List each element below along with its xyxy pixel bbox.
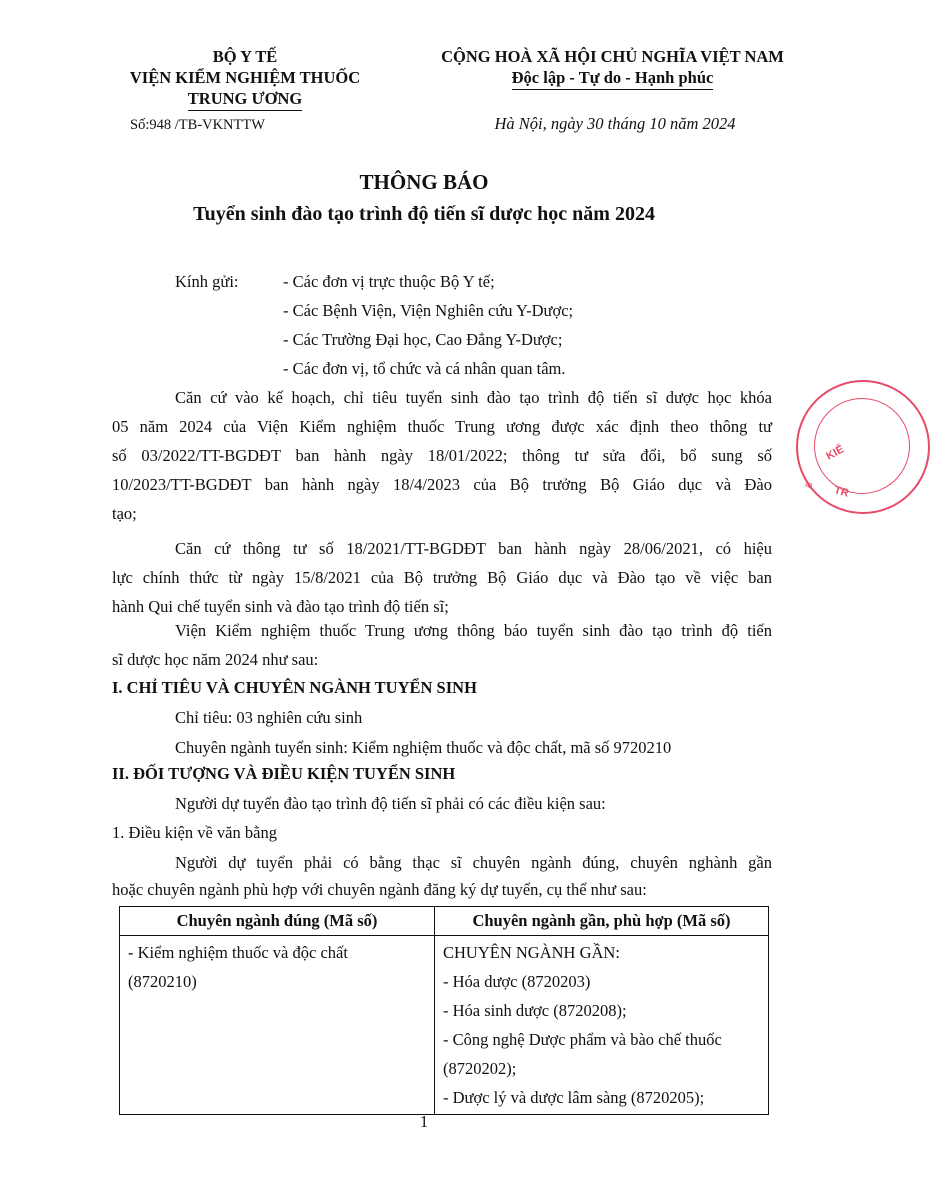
national-motto: Độc lập - Tự do - Hạnh phúc bbox=[512, 67, 714, 90]
stamp-text: TR bbox=[832, 484, 850, 500]
paragraph-line: số 03/2022/TT-BGDĐT ban hành ngày 18/01/2022; thông tư sửa đổi, bổ sung số bbox=[112, 446, 772, 465]
paragraph-line: Người dự tuyển đào tạo trình độ tiến sĩ phải có các điều kiện sau: bbox=[175, 794, 606, 813]
stamp-inner-ring bbox=[814, 398, 910, 494]
section-heading: II. ĐỐI TƯỢNG VÀ ĐIỀU KIỆN TUYỂN SINH bbox=[112, 764, 456, 783]
paragraph-line: Căn cứ thông tư số 18/2021/TT-BGDĐT ban hành ngày 28/06/2021, có hiệu bbox=[175, 539, 772, 558]
cell-line: - Hóa sinh dược (8720208); bbox=[443, 1001, 627, 1020]
official-stamp bbox=[796, 380, 930, 514]
paragraph-line: hoặc chuyên ngành phù hợp với chuyên ngành đăng ký dự tuyển, cụ thể như sau: bbox=[112, 880, 647, 899]
table-cell bbox=[120, 936, 435, 1115]
stamp-text: B bbox=[803, 479, 815, 491]
table-header-cell: Chuyên ngành đúng (Mã số) bbox=[120, 907, 435, 936]
paragraph-line: lực chính thức từ ngày 15/8/2021 của Bộ trưởng Bộ Giáo dục và Đào tạo về việc ban bbox=[112, 568, 772, 587]
quota-line: Chỉ tiêu: 03 nghiên cứu sinh bbox=[175, 708, 363, 727]
recipient-item: - Các đơn vị trực thuộc Bộ Y tế; bbox=[283, 272, 495, 291]
cell-line: - Kiểm nghiệm thuốc và độc chất bbox=[128, 943, 348, 962]
document-date: Hà Nội, ngày 30 tháng 10 năm 2024 bbox=[494, 114, 736, 133]
recipient-item: - Các Bệnh Viện, Viện Nghiên cứu Y-Dược; bbox=[283, 301, 574, 320]
cell-line: (8720202); bbox=[443, 1059, 517, 1078]
institute-name-line1: VIỆN KIỂM NGHIỆM THUỐC bbox=[129, 68, 361, 87]
cell-line: - Dược lý và dược lâm sàng (8720205); bbox=[443, 1088, 705, 1107]
cell-line: CHUYÊN NGÀNH GẦN: bbox=[443, 943, 620, 962]
paragraph-line: Căn cứ vào kế hoạch, chỉ tiêu tuyển sinh đào tạo trình độ tiến sĩ dược học khóa bbox=[175, 388, 772, 407]
issuing-organization bbox=[100, 46, 390, 111]
stamp-text: KIỂ bbox=[824, 443, 847, 463]
paragraph-line: Người dự tuyển phải có bằng thạc sĩ chuyên ngành đúng, chuyên nghành gần bbox=[175, 853, 772, 872]
paragraph-line: hành Qui chế tuyển sinh và đào tạo trình độ tiến sĩ; bbox=[112, 597, 449, 616]
table-cell bbox=[435, 936, 769, 1115]
document-reference-number: Số:948 /TB-VKNTTW bbox=[130, 117, 265, 133]
ministry-name: BỘ Y TẾ bbox=[212, 47, 278, 66]
document-title: THÔNG BÁO bbox=[359, 170, 489, 194]
document-subtitle: Tuyển sinh đào tạo trình độ tiến sĩ dược học năm 2024 bbox=[193, 203, 655, 225]
paragraph-line: tạo; bbox=[112, 504, 137, 523]
major-line: Chuyên ngành tuyển sinh: Kiểm nghiệm thuốc và độc chất, mã số 9720210 bbox=[175, 738, 672, 757]
paragraph-line: sĩ dược học năm 2024 như sau: bbox=[112, 650, 319, 669]
cell-line: (8720210) bbox=[128, 972, 197, 991]
nation-name: CỘNG HOÀ XÃ HỘI CHỦ NGHĨA VIỆT NAM bbox=[441, 47, 784, 66]
table-header-cell: Chuyên ngành gần, phù hợp (Mã số) bbox=[435, 907, 769, 936]
cell-line: - Công nghệ Dược phẩm và bào chế thuốc bbox=[443, 1030, 722, 1049]
table-header-row bbox=[120, 907, 769, 936]
recipient-item: - Các Trường Đại học, Cao Đẳng Y-Dược; bbox=[283, 330, 563, 349]
recipient-item: - Các đơn vị, tổ chức và cá nhân quan tâm. bbox=[283, 359, 566, 378]
institute-name-line2: TRUNG ƯƠNG bbox=[188, 88, 302, 111]
page-number: 1 bbox=[419, 1112, 429, 1131]
subsection-heading: 1. Điều kiện về văn bằng bbox=[112, 823, 277, 842]
cell-line: - Hóa dược (8720203) bbox=[443, 972, 591, 991]
majors-table bbox=[119, 906, 769, 1115]
table-row bbox=[120, 936, 769, 1115]
section-heading: I. CHỈ TIÊU VÀ CHUYÊN NGÀNH TUYỂN SINH bbox=[112, 678, 477, 697]
paragraph-line: 05 năm 2024 của Viện Kiểm nghiệm thuốc Trung ương được xác định theo thông tư bbox=[112, 417, 772, 436]
paragraph-line: Viện Kiểm nghiệm thuốc Trung ương thông báo tuyển sinh đào tạo trình độ tiến bbox=[175, 621, 772, 640]
recipients-label: Kính gửi: bbox=[175, 272, 239, 291]
national-header bbox=[415, 46, 810, 90]
paragraph-line: 10/2023/TT-BGDĐT ban hành ngày 18/4/2023 của Bộ trưởng Bộ Giáo dục và Đào bbox=[112, 475, 772, 494]
